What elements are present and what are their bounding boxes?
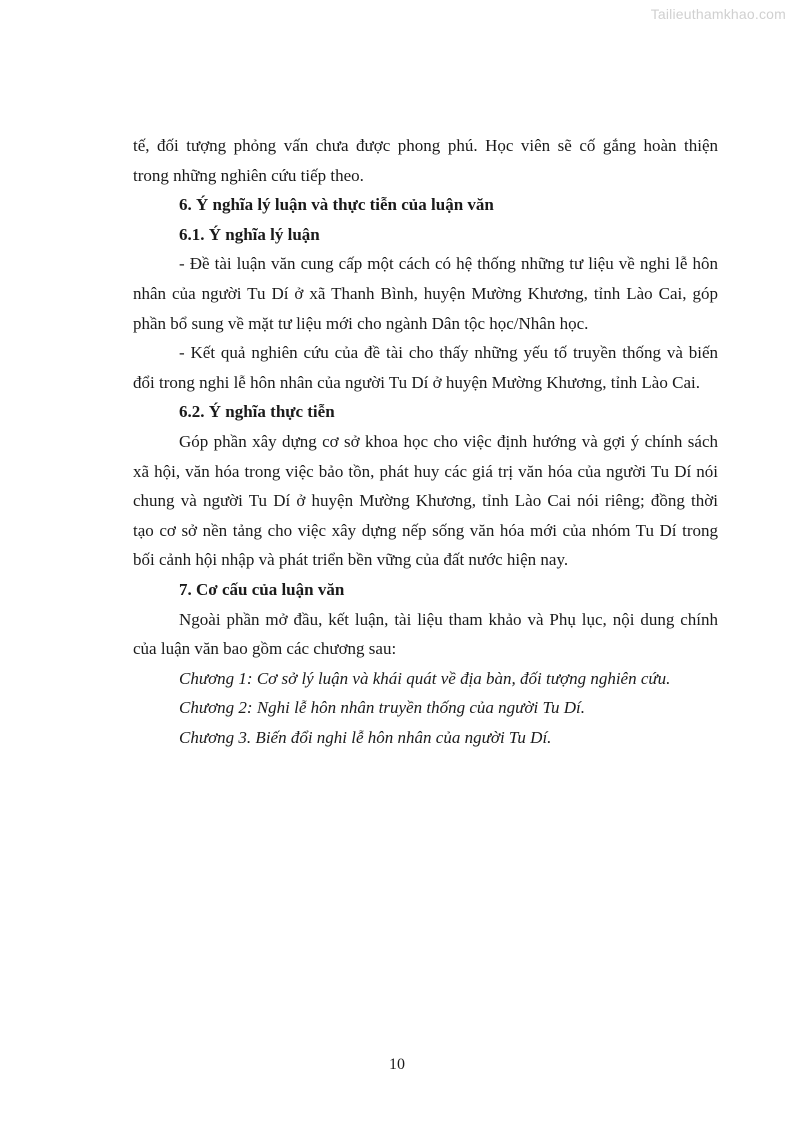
paragraph-line: - Đề tài luận văn cung cấp một cách có hệ thống những tư liệu về nghi lễ hôn [179, 254, 718, 274]
paragraph-line: Ngoài phần mở đầu, kết luận, tài liệu tham khảo và Phụ lục, nội dung chính [179, 609, 718, 629]
watermark-text: Tailieuthamkhao.com [650, 6, 786, 22]
paragraph-line: chung và người Tu Dí ở huyện Mường Khương, tỉnh Lào Cai nói riêng; đồng thời [133, 491, 718, 511]
document-page [133, 131, 718, 752]
chapter-2-item: Chương 2: Nghi lễ hôn nhân truyền thống của người Tu Dí. [179, 698, 585, 718]
section-6-heading: 6. Ý nghĩa lý luận và thực tiễn của luận văn [179, 195, 494, 215]
page-number: 10 [389, 1056, 405, 1073]
paragraph-line: tạo cơ sở nền tảng cho việc xây dựng nếp sống văn hóa mới của nhóm Tu Dí trong [133, 520, 718, 540]
paragraph-line: Góp phần xây dựng cơ sở khoa học cho việc định hướng và gợi ý chính sách [179, 431, 718, 451]
paragraph-line: bối cảnh hội nhập và phát triển bền vững của đất nước hiện nay. [133, 550, 569, 570]
chapter-1-item: Chương 1: Cơ sở lý luận và khái quát về địa bàn, đối tượng nghiên cứu. [179, 668, 671, 688]
paragraph-line: tế, đối tượng phỏng vấn chưa được phong phú. Học viên sẽ cố gắng hoàn thiện [133, 136, 718, 155]
paragraph-line: - Kết quả nghiên cứu của đề tài cho thấy những yếu tố truyền thống và biến [179, 343, 718, 363]
paragraph-line: nhân của người Tu Dí ở xã Thanh Bình, huyện Mường Khương, tỉnh Lào Cai, góp [133, 283, 718, 303]
section-6-1-heading: 6.1. Ý nghĩa lý luận [179, 224, 320, 244]
paragraph-line: xã hội, văn hóa trong việc bảo tồn, phát huy các giá trị văn hóa của người Tu Dí nói [133, 461, 718, 481]
paragraph-line: của luận văn bao gồm các chương sau: [133, 639, 397, 659]
paragraph-line: trong những nghiên cứu tiếp theo. [133, 165, 364, 185]
section-6-2-heading: 6.2. Ý nghĩa thực tiễn [179, 402, 335, 422]
paragraph-line: phần bổ sung về mặt tư liệu mới cho ngành Dân tộc học/Nhân học. [133, 313, 589, 333]
chapter-3-item: Chương 3. Biến đổi nghi lễ hôn nhân của người Tu Dí. [179, 727, 552, 747]
paragraph-line: đổi trong nghi lễ hôn nhân của người Tu Dí ở huyện Mường Khương, tỉnh Lào Cai. [133, 372, 700, 392]
section-7-heading: 7. Cơ cấu của luận văn [179, 579, 345, 599]
